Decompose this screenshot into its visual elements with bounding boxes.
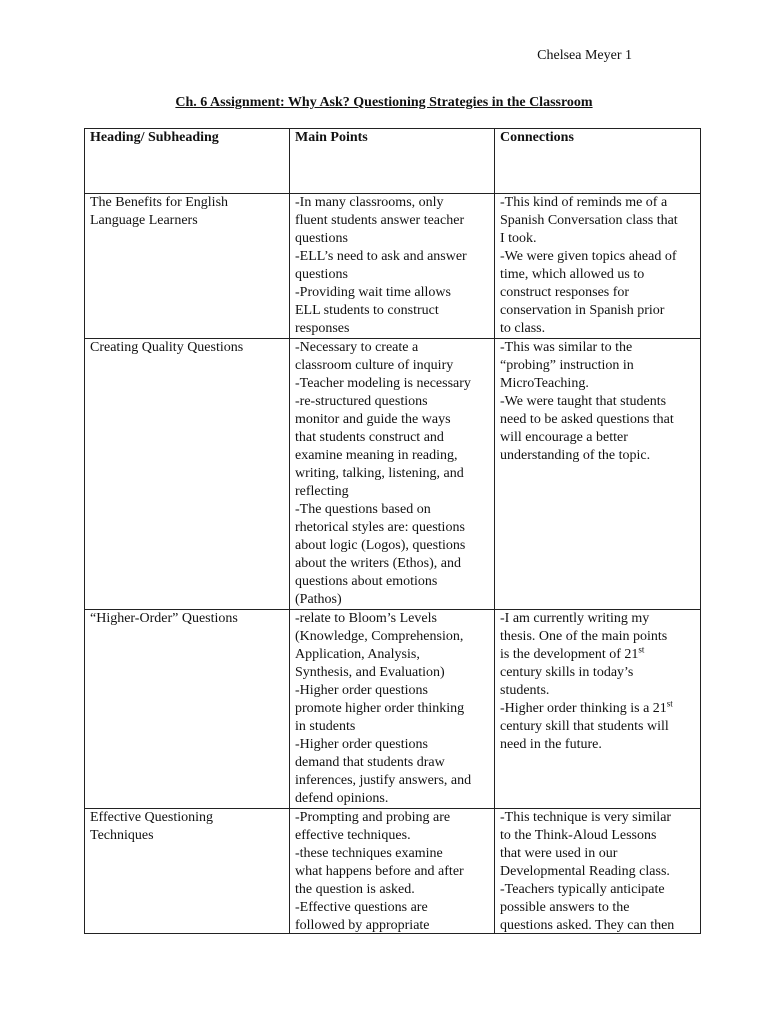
text-line: -Teacher modeling is necessary <box>295 376 471 391</box>
text-line: -We were taught that students <box>500 394 667 409</box>
connections-cell <box>495 339 701 610</box>
text-line: need in the future. <box>500 737 602 752</box>
table-row <box>85 610 701 809</box>
text-line: need to be asked questions that <box>500 412 674 427</box>
text-line: to class. <box>500 321 546 336</box>
table-header-row <box>85 129 701 194</box>
text-line: century skills in today’s <box>500 665 634 680</box>
text-line: responses <box>295 321 350 336</box>
notes-table <box>84 128 701 934</box>
text-line: ELL students to construct <box>295 303 439 318</box>
text-line: followed by appropriate <box>295 918 430 933</box>
text-line: construct responses for <box>500 285 630 300</box>
text-line: Techniques <box>90 828 154 843</box>
text-line <box>500 646 695 664</box>
text-line: Spanish Conversation class that <box>500 213 678 228</box>
text-line: Language Learners <box>90 213 198 228</box>
heading-cell <box>85 339 290 610</box>
text-line: Developmental Reading class. <box>500 864 670 879</box>
text-line: reflecting <box>295 484 349 499</box>
text-line: -In many classrooms, only <box>295 195 444 210</box>
text-line: -This kind of reminds me of a <box>500 195 668 210</box>
text-line: will encourage a better <box>500 430 628 445</box>
text-line: MicroTeaching. <box>500 376 589 391</box>
text-line: questions asked. They can then <box>500 918 675 933</box>
text-line: -I am currently writing my <box>500 611 650 626</box>
text-line: -This technique is very similar <box>500 810 672 825</box>
text-line: examine meaning in reading, <box>295 448 458 463</box>
text-line: “Higher-Order” Questions <box>90 611 238 626</box>
superscript-text: st <box>638 644 645 655</box>
text-line: -Necessary to create a <box>295 340 419 355</box>
text-line: -This was similar to the <box>500 340 633 355</box>
text-line: -Higher order questions <box>295 737 428 752</box>
text-line: conservation in Spanish prior <box>500 303 665 318</box>
text-line: Effective Questioning <box>90 810 213 825</box>
text-line: about the writers (Ethos), and <box>295 556 462 571</box>
table-row <box>85 809 701 934</box>
main-points-cell <box>290 339 495 610</box>
table-row <box>85 194 701 339</box>
text-line: questions <box>295 231 348 246</box>
text-line: The Benefits for English <box>90 195 229 210</box>
text-line: effective techniques. <box>295 828 411 843</box>
text-line: students. <box>500 683 550 698</box>
table-row <box>85 339 701 610</box>
heading-cell <box>85 809 290 934</box>
text-line: defend opinions. <box>295 791 389 806</box>
column-header-heading: Heading/ Subheading <box>85 129 290 194</box>
text-line: in students <box>295 719 356 734</box>
text-line: -these techniques examine <box>295 846 443 861</box>
text-line: fluent students answer teacher <box>295 213 465 228</box>
column-header-connections: Connections <box>495 129 701 194</box>
text-line: possible answers to the <box>500 900 630 915</box>
text-line: -Prompting and probing are <box>295 810 451 825</box>
text-line: about logic (Logos), questions <box>295 538 466 553</box>
connections-cell <box>495 809 701 934</box>
text-line: -Teachers typically anticipate <box>500 882 665 897</box>
heading-cell <box>85 194 290 339</box>
text-line: classroom culture of inquiry <box>295 358 454 373</box>
text-line: demand that students draw <box>295 755 445 770</box>
text-line: I took. <box>500 231 537 246</box>
text-line: Creating Quality Questions <box>90 340 244 355</box>
document-title: Ch. 6 Assignment: Why Ask? Questioning Strategies in the Classroom <box>175 95 593 110</box>
connections-cell <box>495 194 701 339</box>
superscript-text: st <box>666 698 673 709</box>
text-line: questions <box>295 267 348 282</box>
text-line: promote higher order thinking <box>295 701 465 716</box>
text-line: that were used in our <box>500 846 618 861</box>
text-line: monitor and guide the ways <box>295 412 451 427</box>
text-line: (Pathos) <box>295 592 342 607</box>
text-line: -Higher order questions <box>295 683 428 698</box>
text-line: -The questions based on <box>295 502 431 517</box>
text-line: -We were given topics ahead of <box>500 249 677 264</box>
text-line <box>500 700 695 718</box>
text-line: writing, talking, listening, and <box>295 466 464 481</box>
text-line: that students construct and <box>295 430 444 445</box>
main-points-cell <box>290 610 495 809</box>
text-fragment: is the development of 21 <box>500 647 639 662</box>
text-line: to the Think-Aloud Lessons <box>500 828 657 843</box>
text-fragment: -Higher order thinking is a 21 <box>500 701 667 716</box>
main-points-cell <box>290 809 495 934</box>
text-line: -relate to Bloom’s Levels <box>295 611 437 626</box>
text-line: Application, Analysis, <box>295 647 420 662</box>
text-line: -Providing wait time allows <box>295 285 451 300</box>
main-points-cell <box>290 194 495 339</box>
text-line: -Effective questions are <box>295 900 428 915</box>
text-line: inferences, justify answers, and <box>295 773 472 788</box>
text-line: the question is asked. <box>295 882 415 897</box>
connections-cell <box>495 610 701 809</box>
heading-cell <box>85 610 290 809</box>
text-line: (Knowledge, Comprehension, <box>295 629 464 644</box>
text-line: understanding of the topic. <box>500 448 651 463</box>
column-header-main-points: Main Points <box>290 129 495 194</box>
text-line: century skill that students will <box>500 719 669 734</box>
text-line: thesis. One of the main points <box>500 629 668 644</box>
page-header-author-page: Chelsea Meyer 1 <box>537 48 632 63</box>
text-line: rhetorical styles are: questions <box>295 520 465 535</box>
text-line: -re-structured questions <box>295 394 428 409</box>
text-line: “probing” instruction in <box>500 358 634 373</box>
text-line: time, which allowed us to <box>500 267 645 282</box>
text-line: questions about emotions <box>295 574 438 589</box>
text-line: what happens before and after <box>295 864 464 879</box>
text-line: -ELL’s need to ask and answer <box>295 249 467 264</box>
text-line: Synthesis, and Evaluation) <box>295 665 445 680</box>
